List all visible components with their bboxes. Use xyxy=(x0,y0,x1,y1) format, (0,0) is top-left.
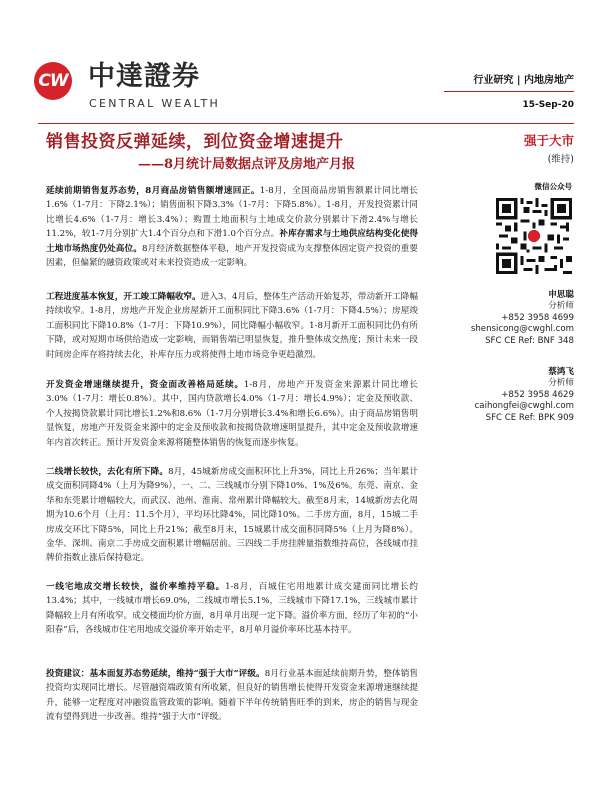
analyst-role: 分析师 xyxy=(548,301,574,312)
analyst-role: 分析师 xyxy=(548,378,574,389)
brand-logo-chinese: 中達證券 xyxy=(88,61,200,92)
paragraph-lead: 补库存需求与土地供应结构变化使得土地市场热度仍处高位。 xyxy=(46,229,418,254)
analyst-phone: +852 3958 4629 xyxy=(501,389,574,400)
paragraph-land-market xyxy=(46,580,418,638)
title-divider xyxy=(38,123,574,124)
paragraph-text: 1-8月，房地产开发资金来源累计同比增长3.0%（1-7月：增长0.8%）。其中，国内贷款增长4.0%（1-7月：增长4.9%）；定金及预收款、个人按揭贷款累计同比增长1.2%和8.6%（1-7月分别增长3.4%和增长6.6%）。由于商品房销售明显恢复，房地产开发资金来源中的定金及预收款和按揭贷款增速明显提升，其中定金及预收款增速年内首次转正。预计开发资金来源将随整体销售的恢复而逐步恢复。 xyxy=(46,380,418,448)
analyst-license: SFC CE Ref: BNF 348 xyxy=(485,335,574,346)
paragraph-text: 8月经济数据整体平稳，地产开发投资成为支撑整体固定资产投资的重要因素，但偏紧的融资政策或对未来投资造成一定影响。 xyxy=(46,243,418,269)
paragraph-lead: 一线宅地成交增长较快，溢价率维持平稳。 xyxy=(46,582,226,592)
analyst-card xyxy=(471,290,574,347)
paragraph-sales-investment xyxy=(46,184,418,270)
report-title: 销售投资反弹延续，到位资金增速提升 xyxy=(46,132,344,152)
wechat-qr-code[interactable] xyxy=(496,198,572,274)
paragraph-lead: 投资建议：基本面复苏态势延续，维持“强于大市”评级。 xyxy=(46,669,265,679)
brand-logo-english: CENTRAL WEALTH xyxy=(89,97,221,110)
paragraph-text: 进入3、4月后，整体生产活动开始复苏，带动新开工降幅持续收窄。1-8月，房地产开发企业房屋新开工面积同比下降3.6%（1-7月：下降4.5%）；房屋竣工面积同比下降10.8%（1-7月：下降10.9%），同比降幅小幅收窄。1-8月新开工面积同比仍有所下降，或对短期市场供给造成一定影响，而销售端已明显恢复，推升整体成交热度；预计未来一段时间房企库存将持续去化，补库存压力或将使得土地市场竞争更趋激烈。 xyxy=(46,292,418,360)
paragraph-text: 1-8月，全国商品房销售额累计同比增长1.6%（1-7月：下降2.1%）；销售面积下降3.3%（1-7月：下降5.8%）。1-8月，开发投资累计同比增长4.6%（1-7月：增长3.4%）；购置土地面积与土地成交价款分别累计下滑2.4%与增长11.2%，较1-7月分别扩大1.4个百分点和下滑1.0个百分点。 xyxy=(46,186,419,240)
paragraph-funding xyxy=(46,378,418,450)
analyst-name: 申思聪 xyxy=(548,290,574,300)
report-category: 行业研究 | 内地房地产 xyxy=(473,75,574,86)
paragraph-lead: 开发资金增速继续提升，资金面改善格局延续。 xyxy=(46,380,244,390)
paragraph-construction xyxy=(46,290,418,362)
paragraph-lead: 二线增长较快，去化有所下降。 xyxy=(46,467,169,477)
analyst-email[interactable]: caihongfei@cwghl.com xyxy=(474,401,574,412)
paragraph-text: 8月行业基本面延续前期升势，整体销售投资均实现同比增长。尽管融资端政策有所收紧，但良好的销售增长使得开发资金来源增速继续提升，能够一定程度对冲融资监管政策的影响。随着下半年传统销售旺季的到来，房企的销售与现金流有望得到进一步改善。维持“强于大市”评级。 xyxy=(46,669,419,723)
analyst-license: SFC CE Ref: BPK 909 xyxy=(485,412,574,423)
paragraph-text: 1-8月，百城住宅用地累计成交建面同比增长约13.4%；其中，一线城市增长69.0%，二线城市增长5.1%，三线城市下降17.1%，三线城市累计降幅较上月有所收窄。成交楼面均价方面，8月单月出现一定下降。溢价率方面，经历了年初的“小阳春”后，各线城市住宅用地成交溢价率开始走平，8月单月溢价率环比基本持平。 xyxy=(46,582,418,636)
paragraph-text: 8月，45城新房成交面积环比上升3%，同比上升26%；当年累计成交面积同降4%（上月为降9%），一、二、三线城市分别下降10%、1%及6%。东莞、南京、金华和东莞累计增幅较大，而武汉、池州、淮南、常州累计降幅较大。截至8月末，14城新房去化周期为10.6个月（上月：11.5个月），平均环比降4%，同比降10%。二手房方面，8月，15城二手房成交环比下降5%，同比上升21%；截至8月末，15城累计成交面积同降5%（上月为降8%）。金华、深圳、南京二手房成交面积累计增幅居前。三四线二手房挂牌量指数维持高位，各线城市挂牌价指数止涨后保持稳定。 xyxy=(46,467,418,564)
analyst-name: 蔡鸿飞 xyxy=(548,367,574,377)
analyst-phone: +852 3958 4699 xyxy=(501,312,574,323)
paragraph-lead: 工程进度基本恢复，开工竣工降幅收窄。 xyxy=(46,292,201,302)
wechat-label: 微信公众号 xyxy=(534,182,572,191)
analyst-email[interactable]: shensicong@cwghl.com xyxy=(470,324,574,335)
rating-label: 强于大市 xyxy=(523,133,574,148)
paragraph-investment-advice xyxy=(46,667,418,725)
rating-status: (维持) xyxy=(547,154,574,165)
brand-logo-badge: CW xyxy=(38,71,68,91)
paragraph-lead: 延续前期销售复苏态势，8月商品房销售额增速回正。 xyxy=(46,186,260,196)
report-date: 15-Sep-20 xyxy=(522,100,574,110)
paragraph-city-tiers xyxy=(46,465,418,566)
report-subtitle: ——8月统计局数据点评及房地产月报 xyxy=(138,157,356,172)
header-rule xyxy=(444,91,574,92)
analyst-card xyxy=(475,367,574,424)
